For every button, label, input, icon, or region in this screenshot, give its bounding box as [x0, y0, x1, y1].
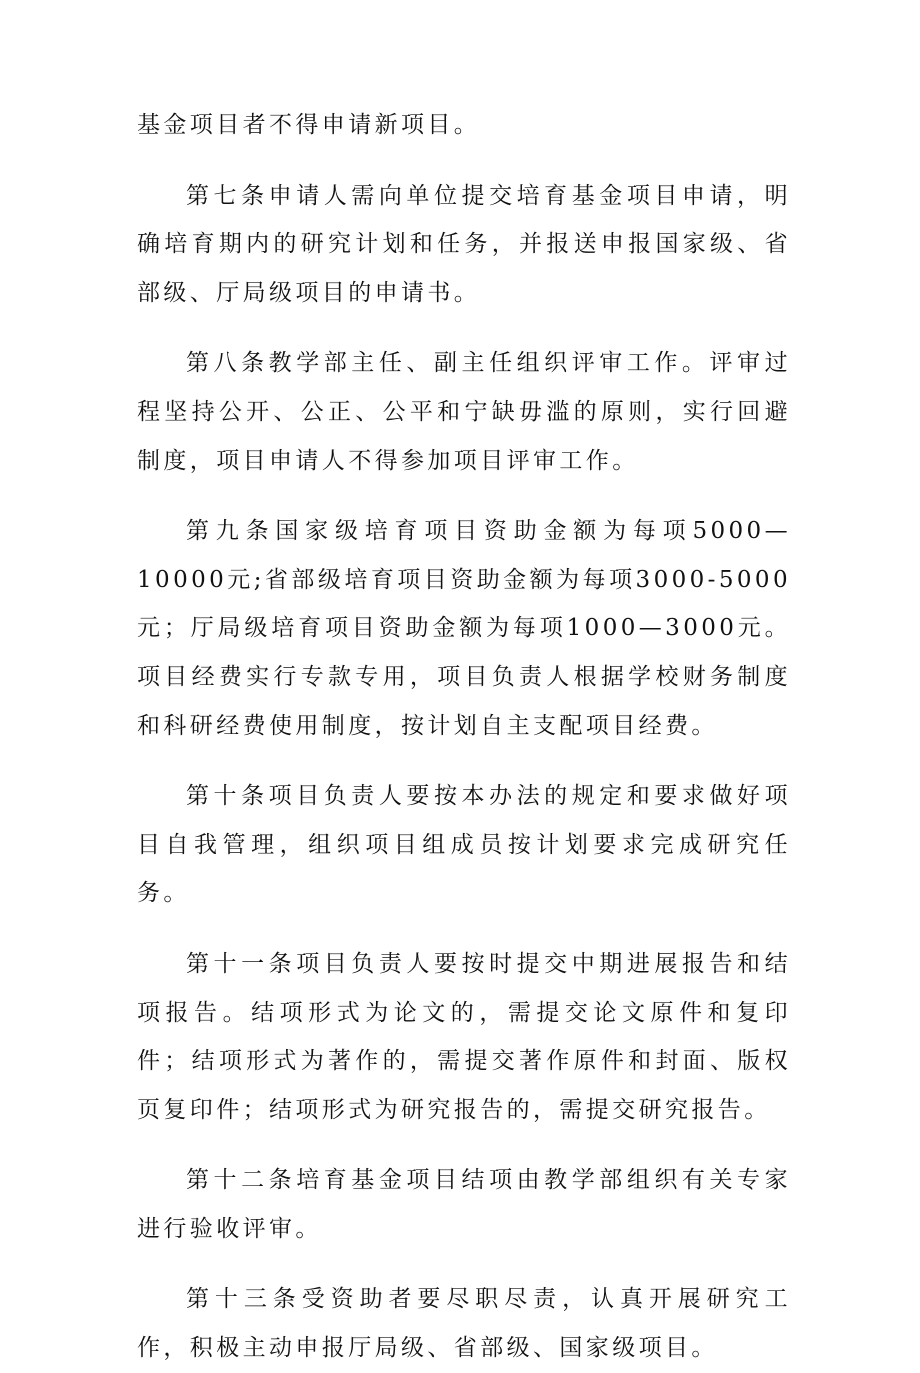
article-12-paragraph: 第十二条培育基金项目结项由教学部组织有关专家进行验收评审。	[137, 1167, 791, 1242]
article-13-paragraph: 第十三条受资助者要尽职尽责，认真开展研究工作，积极主动申报厅局级、省部级、国家级项目。	[137, 1286, 791, 1362]
article-8-paragraph: 第八条教学部主任、副主任组织评审工作。评审过程坚持公开、公正、公平和宁缺毋滥的原则，实行回避制度，项目申请人不得参加项目评审工作。	[137, 350, 791, 474]
article-11-paragraph: 第十一条项目负责人要按时提交中期进展报告和结项报告。结项形式为论文的，需提交论文原件和复印件；结项形式为著作的，需提交著作原件和封面、版权页复印件；结项形式为研究报告的，需提交研究报告。	[137, 950, 791, 1123]
paragraph-continuation: 基金项目者不得申请新项目。	[137, 112, 481, 138]
document-body	[137, 101, 791, 1373]
article-10-paragraph: 第十条项目负责人要按本办法的规定和要求做好项目自我管理，组织项目组成员按计划要求完成研究任务。	[137, 783, 791, 907]
article-9-paragraph: 第九条国家级培育项目资助金额为每项5000—10000元;省部级培育项目资助金额为每项3000-5000元；厅局级培育项目资助金额为每项1000—3000元。项目经费实行专款专用，项目负责人根据学校财务制度和科研经费使用制度，按计划自主支配项目经费。	[137, 518, 791, 739]
article-7-paragraph: 第七条申请人需向单位提交培育基金项目申请，明确培育期内的研究计划和任务，并报送申报国家级、省部级、厅局级项目的申请书。	[137, 182, 791, 306]
